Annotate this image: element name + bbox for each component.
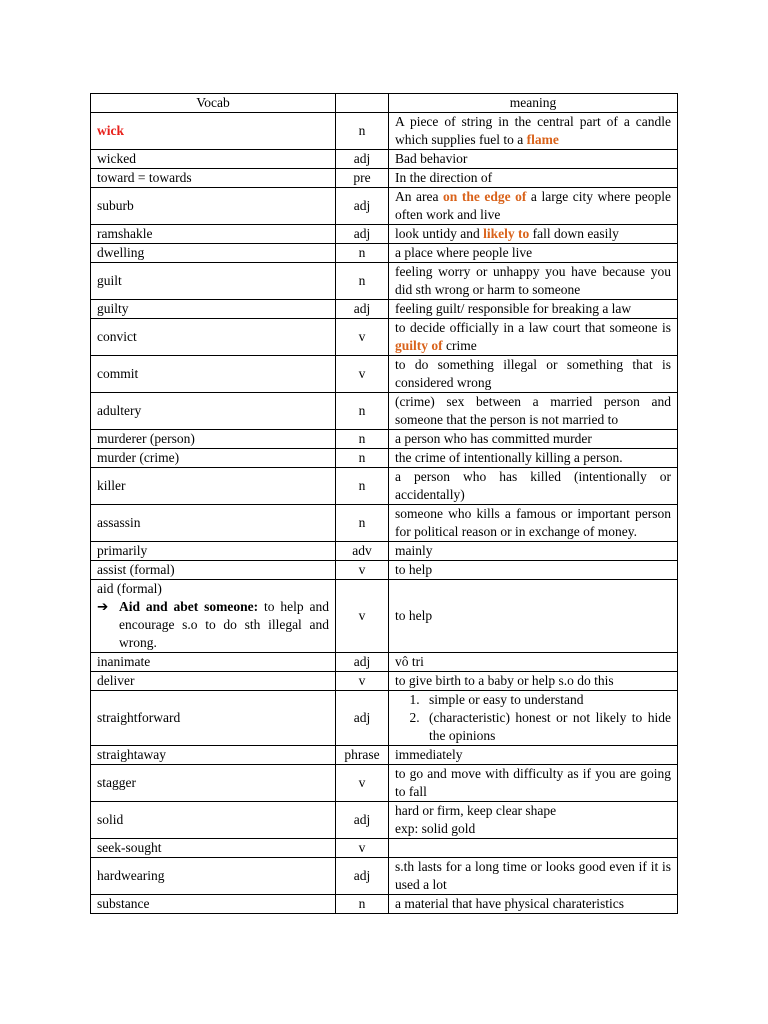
table-row [91,356,678,393]
meaning-text: fall down easily [529,226,619,241]
meaning-cell [389,263,678,300]
meaning-text: Bad behavior [395,151,468,166]
meaning-text: to go and move with difficulty as if you are going to fall [395,766,671,799]
table-row [91,188,678,225]
vocab-term: suburb [91,188,336,225]
part-of-speech: n [336,895,389,914]
idiom-phrase: Aid and abet someone: [119,599,259,614]
part-of-speech: adj [336,802,389,839]
part-of-speech: n [336,505,389,542]
meaning-text: look untidy and [395,226,484,241]
part-of-speech: adv [336,542,389,561]
meaning-text: vô tri [395,654,424,669]
vocab-term: primarily [91,542,336,561]
list-item: 2. (characteristic) honest or not likely to hide the opinions [423,709,671,745]
vocab-term: inanimate [91,653,336,672]
meaning-text: In the direction of [395,170,493,185]
part-of-speech: v [336,672,389,691]
part-of-speech: v [336,765,389,802]
meaning-cell [389,746,678,765]
meaning-cell [389,113,678,150]
meaning-text: s.th lasts for a long time or looks good even if it is used a lot [395,859,671,892]
part-of-speech: n [336,393,389,430]
highlighted-phrase: on the edge of [443,189,527,204]
vocab-term: toward = towards [91,169,336,188]
meaning-cell [389,169,678,188]
vocab-term: substance [91,895,336,914]
table-row [91,839,678,858]
vocab-term: ramshakle [91,225,336,244]
meaning-cell [389,858,678,895]
vocab-term-highlighted: wick [97,123,124,138]
part-of-speech: n [336,430,389,449]
part-of-speech: adj [336,225,389,244]
list-item: 1. simple or easy to understand [423,691,671,709]
vocab-term: aid (formal) [97,581,162,596]
meaning-list [395,691,671,745]
vocab-term: deliver [91,672,336,691]
vocab-term: straightaway [91,746,336,765]
part-of-speech: phrase [336,746,389,765]
vocab-term: assist (formal) [91,561,336,580]
table-row [91,580,678,653]
part-of-speech: v [336,561,389,580]
vocab-term: assassin [91,505,336,542]
part-of-speech: v [336,580,389,653]
highlighted-phrase: flame [526,132,559,147]
table-row [91,169,678,188]
table-row [91,319,678,356]
vocab-term: murder (crime) [91,449,336,468]
vocab-term: wicked [91,150,336,169]
vocab-term: solid [91,802,336,839]
meaning-text: to decide officially in a law court that someone is [395,320,671,335]
header-row [91,94,678,113]
table-row [91,468,678,505]
part-of-speech: v [336,319,389,356]
part-of-speech: adj [336,858,389,895]
meaning-text: feeling worry or unhappy you have because you did sth wrong or harm to someone [395,264,671,297]
vocab-term: guilt [91,263,336,300]
part-of-speech: n [336,449,389,468]
part-of-speech: adj [336,150,389,169]
meaning-cell [389,319,678,356]
part-of-speech: adj [336,300,389,319]
highlighted-phrase: guilty of [395,338,443,353]
vocab-term [91,113,336,150]
meaning-cell [389,802,678,839]
part-of-speech: adj [336,188,389,225]
meaning-text: the crime of intentionally killing a person. [395,450,623,465]
table-row [91,895,678,914]
meaning-cell [389,300,678,319]
idiom-note [97,598,329,652]
table-row [91,244,678,263]
table-row [91,672,678,691]
meaning-text: immediately [395,747,463,762]
meaning-cell [389,895,678,914]
meaning-text: An area [395,189,444,204]
vocab-term: commit [91,356,336,393]
table-row [91,449,678,468]
vocab-term: guilty [91,300,336,319]
table-row [91,858,678,895]
vocab-term: hardwearing [91,858,336,895]
meaning-cell [389,672,678,691]
meaning-text: someone who kills a famous or important person for political reason or in exchange of money. [395,506,671,539]
meaning-text: a place where people live [395,245,533,260]
meaning-cell [389,150,678,169]
vocab-term: stagger [91,765,336,802]
highlighted-phrase: likely to [483,226,530,241]
table-row [91,765,678,802]
table-row [91,113,678,150]
table-row [91,561,678,580]
meaning-text: hard or firm, keep clear shape [395,803,557,818]
idiom-definition: to help and encourage s.o to do sth illegal and wrong. [119,599,329,650]
table-row [91,225,678,244]
table-row [91,393,678,430]
vocab-term: killer [91,468,336,505]
meaning-cell [389,244,678,263]
table-row [91,430,678,449]
part-of-speech: adj [336,691,389,746]
meaning-cell [389,356,678,393]
vocab-term-cell [91,580,336,653]
meaning-cell [389,691,678,746]
meaning-cell-empty [389,839,678,858]
vocab-term: murderer (person) [91,430,336,449]
part-of-speech: adj [336,653,389,672]
part-of-speech: n [336,113,389,150]
meaning-text: (crime) sex between a married person and someone that the person is not married to [395,394,671,427]
vocab-term: adultery [91,393,336,430]
meaning-cell [389,561,678,580]
meaning-text: to help [395,608,433,623]
meaning-text: feeling guilt/ responsible for breaking a law [395,301,632,316]
example-text: exp: solid gold [395,821,476,836]
arrow-right-icon: ➔ [97,599,109,615]
meaning-cell [389,505,678,542]
part-of-speech: v [336,356,389,393]
part-of-speech: n [336,263,389,300]
table-row [91,542,678,561]
vocab-term: seek-sought [91,839,336,858]
meaning-cell [389,653,678,672]
meaning-cell [389,542,678,561]
meaning-text: crime [442,338,477,353]
idiom-text [119,598,329,652]
meaning-text: to give birth to a baby or help s.o do this [395,673,614,688]
table-row [91,746,678,765]
part-of-speech: n [336,468,389,505]
header-vocab: Vocab [91,94,336,113]
table-row [91,300,678,319]
header-meaning: meaning [389,94,678,113]
meaning-cell [389,468,678,505]
table-row [91,802,678,839]
meaning-text: A piece of string in the central part of a candle which supplies fuel to a [395,114,671,147]
meaning-text: to help [395,562,433,577]
vocab-table [90,93,678,914]
meaning-text: a person who has committed murder [395,431,592,446]
table-row [91,505,678,542]
header-pos [336,94,389,113]
part-of-speech: pre [336,169,389,188]
meaning-cell [389,225,678,244]
meaning-cell [389,393,678,430]
meaning-cell [389,765,678,802]
part-of-speech: n [336,244,389,263]
table-row [91,691,678,746]
table-row [91,653,678,672]
meaning-text: a material that have physical charateristics [395,896,625,911]
meaning-text: a large city where people often work and live [395,189,671,222]
meaning-cell [389,188,678,225]
table-row [91,150,678,169]
meaning-cell [389,449,678,468]
table-row [91,263,678,300]
vocab-term: convict [91,319,336,356]
meaning-cell [389,580,678,653]
part-of-speech: v [336,839,389,858]
vocab-term: straightforward [91,691,336,746]
vocab-term: dwelling [91,244,336,263]
meaning-text: a person who has killed (intentionally or accidentally) [395,469,671,502]
meaning-text: mainly [395,543,433,558]
meaning-text: to do something illegal or something that is considered wrong [395,357,671,390]
meaning-cell [389,430,678,449]
